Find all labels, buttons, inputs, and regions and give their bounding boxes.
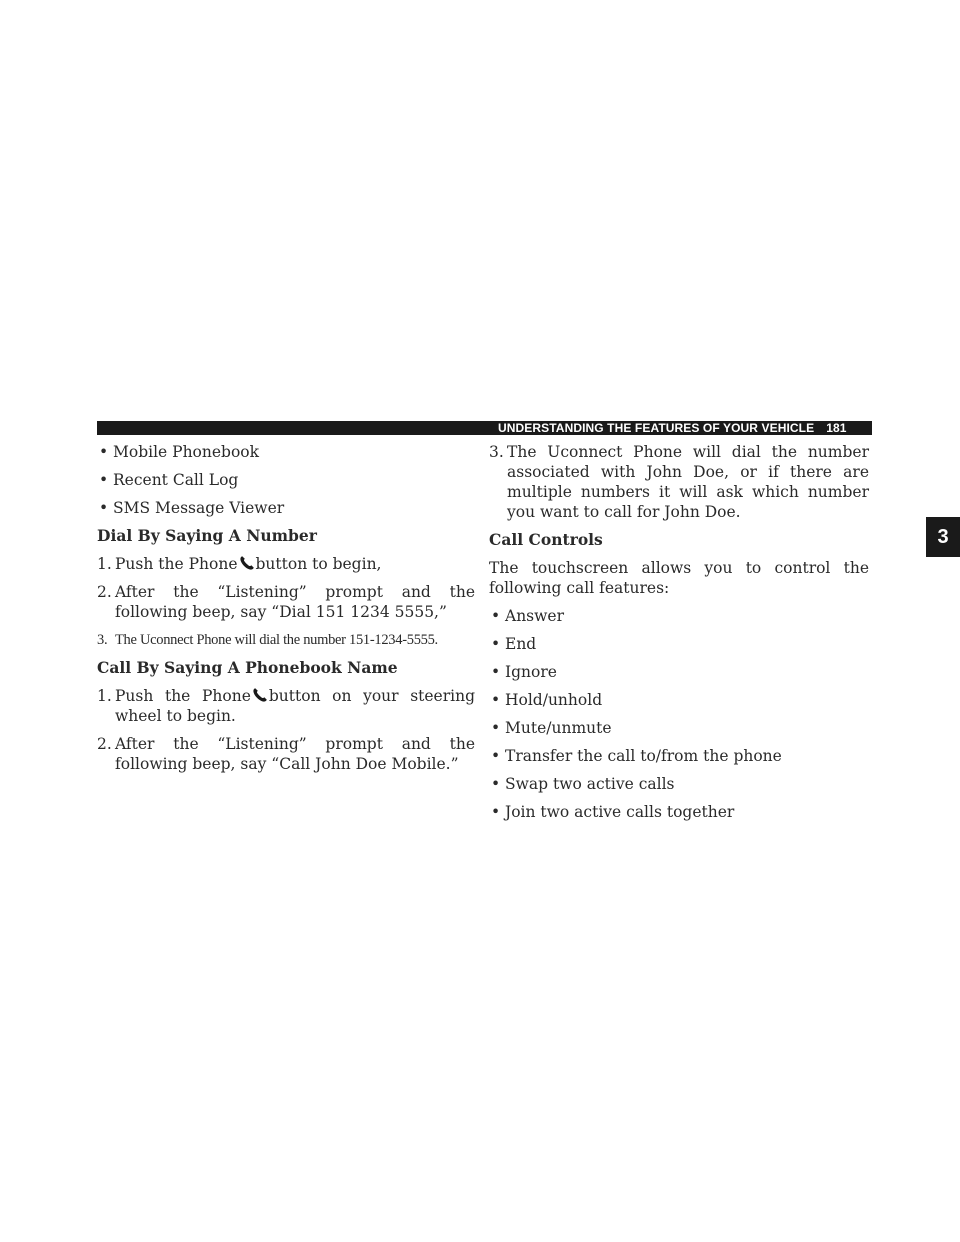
header-title: UNDERSTANDING THE FEATURES OF YOUR VEHICLE xyxy=(498,421,815,435)
chapter-tab: 3 xyxy=(926,517,960,557)
phone-icon xyxy=(252,687,268,703)
bullet-icon: • xyxy=(491,607,501,625)
right-column xyxy=(489,442,869,830)
bullet-icon: • xyxy=(491,635,501,653)
bullet-icon: • xyxy=(99,471,109,489)
phone-icon xyxy=(239,555,255,571)
list-item: • Join two active calls together xyxy=(491,803,735,821)
bullet-icon: • xyxy=(99,443,109,461)
page-number: 181 xyxy=(826,421,847,435)
step-item: 3. The Uconnect Phone will dial the number associated with John Doe, or if there are multiple numbers it will ask which number you want to call for John Doe. xyxy=(489,443,869,521)
bullet-icon: • xyxy=(491,663,501,681)
list-item: • Hold/unhold xyxy=(491,691,603,709)
step-item: 3. The Uconnect Phone will dial the number 151-1234-5555. xyxy=(97,632,438,648)
section-heading: Dial By Saying A Number xyxy=(97,526,317,545)
list-item: • Swap two active calls xyxy=(491,775,675,793)
step-item: 1. Push the Phone button on your steering wheel to begin. xyxy=(97,687,475,725)
list-item: • Mobile Phonebook xyxy=(99,443,260,461)
section-heading: Call Controls xyxy=(489,530,603,549)
list-item: • End xyxy=(491,635,537,653)
intro-paragraph: The touchscreen allows you to control the following call features: xyxy=(489,559,869,597)
list-item: • Answer xyxy=(491,607,564,625)
step-item: 2. After the “Listening” prompt and the following beep, say “Dial 151 1234 5555,” xyxy=(97,583,475,621)
bullet-icon: • xyxy=(491,775,501,793)
bullet-icon: • xyxy=(99,499,109,517)
list-item: • Mute/unmute xyxy=(491,719,612,737)
left-column xyxy=(97,442,475,782)
bullet-icon: • xyxy=(491,719,501,737)
step-item: 2. After the “Listening” prompt and the following beep, say “Call John Doe Mobile.” xyxy=(97,735,475,773)
section-heading: Call By Saying A Phonebook Name xyxy=(97,658,398,677)
list-item: • SMS Message Viewer xyxy=(99,499,285,517)
step-item: 1. Push the Phone button to begin, xyxy=(97,555,382,573)
bullet-icon: • xyxy=(491,691,501,709)
bullet-icon: • xyxy=(491,803,501,821)
list-item: • Recent Call Log xyxy=(99,471,239,489)
bullet-icon: • xyxy=(491,747,501,765)
running-header xyxy=(498,421,847,435)
list-item: • Ignore xyxy=(491,663,557,681)
list-item: • Transfer the call to/from the phone xyxy=(491,747,782,765)
